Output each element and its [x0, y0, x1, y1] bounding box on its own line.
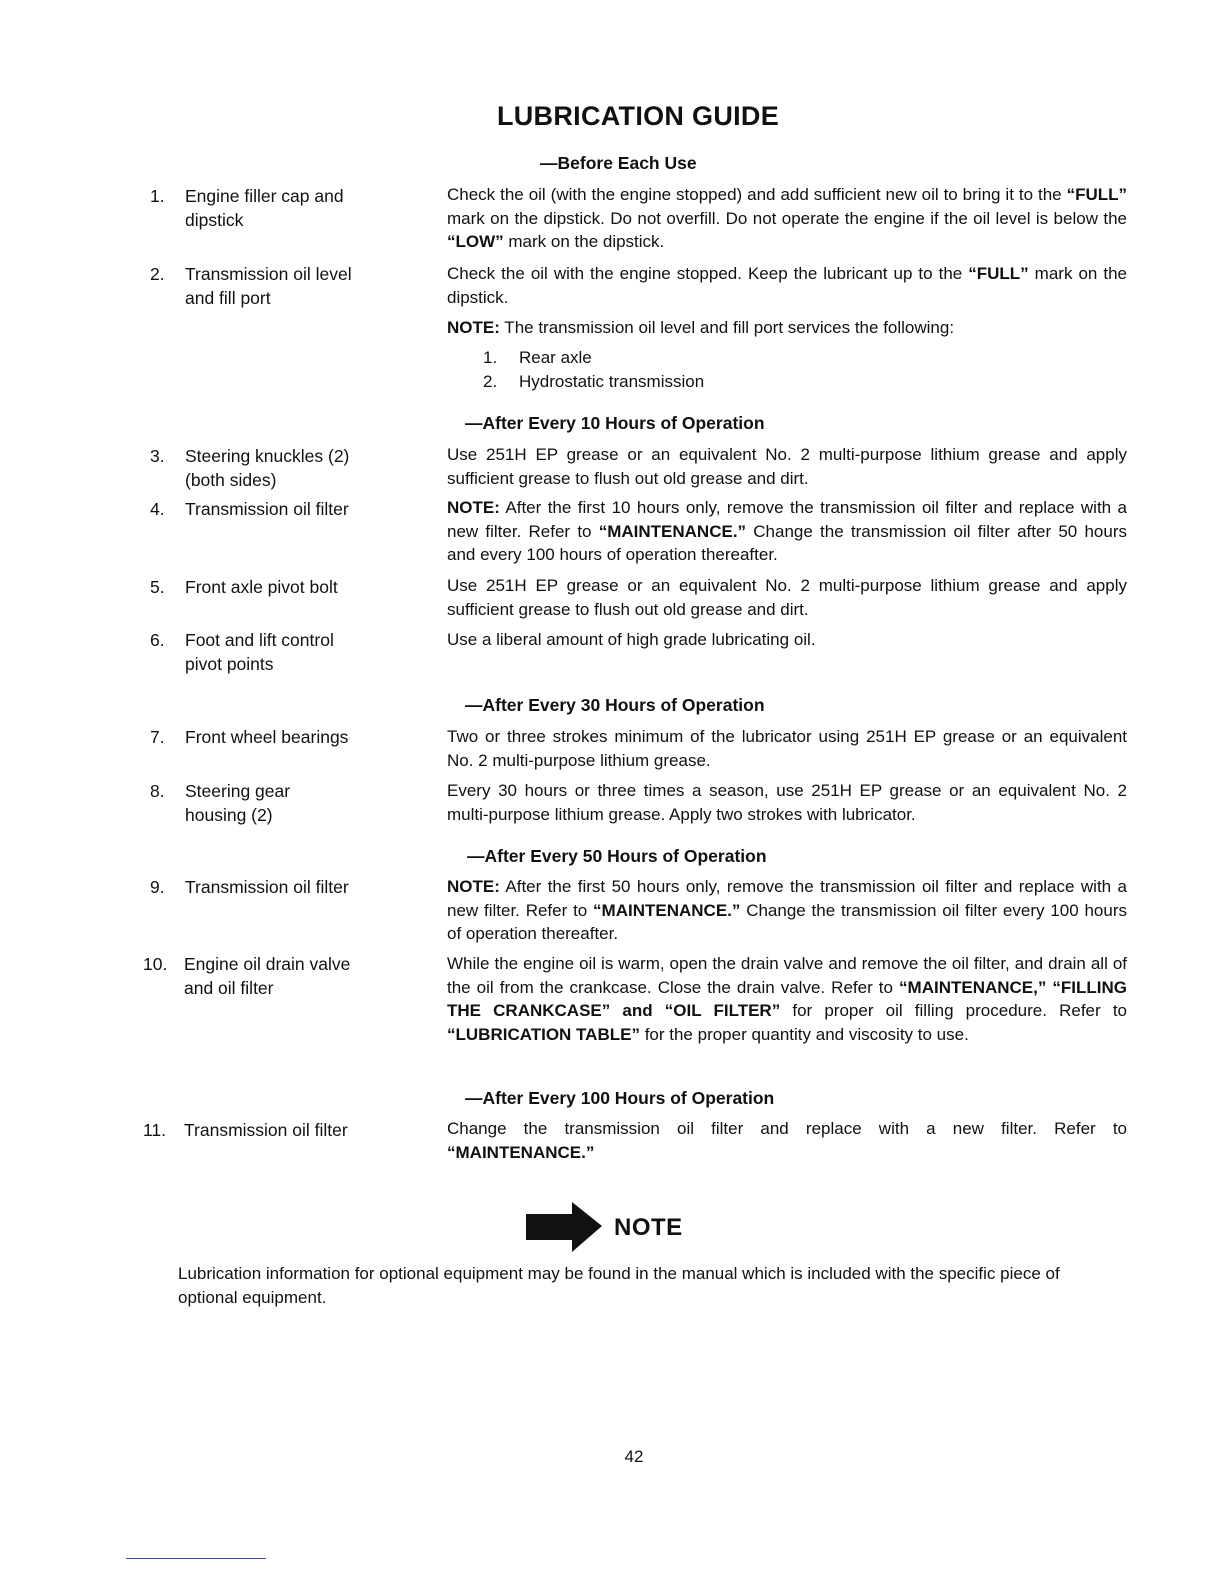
note-label: NOTE: [614, 1214, 683, 1241]
heading-after-30-hours: —After Every 30 Hours of Operation: [465, 695, 765, 715]
desc-front-axle-pivot: Use 251H EP grease or an equivalent No. 2 multi-purpose lithium grease and apply sufficient grease to flush out old grease and dirt.: [447, 576, 1127, 619]
desc-foot-lift-control: Use a liberal amount of high grade lubricating oil.: [447, 630, 816, 649]
lube-point-item: [150, 497, 390, 521]
item-label: Foot and lift control pivot points: [185, 630, 334, 674]
lube-point-item: [150, 779, 390, 827]
desc-steering-gear: Every 30 hours or three times a season, use 251H EP grease or an equivalent No. 2 multi-purpose lithium grease. Apply two strokes with lubricator.: [447, 781, 1127, 824]
item-label: Transmission oil level and fill port: [185, 264, 352, 308]
lube-point-item: [150, 184, 390, 232]
desc-transmission-oil-level: Check the oil with the engine stopped. Keep the lubricant up to the “FULL” mark on the dipstick.: [447, 264, 1127, 307]
lube-point-item: [143, 1118, 383, 1142]
lube-point-item: [150, 444, 390, 492]
heading-after-10-hours: —After Every 10 Hours of Operation: [465, 413, 765, 433]
item-label: Transmission oil filter: [184, 1120, 348, 1140]
note-transmission-services: NOTE: The transmission oil level and fill port services the following:: [447, 318, 955, 337]
item-number: 8.: [150, 781, 165, 801]
page-title: LUBRICATION GUIDE: [496, 101, 780, 131]
item-number: 10.: [143, 954, 168, 974]
item-label: Transmission oil filter: [185, 877, 349, 897]
item-number: 5.: [150, 577, 165, 597]
desc-front-wheel-bearings: Two or three strokes minimum of the lubricator using 251H EP grease or an equivalent No. 2 multi-purpose lithium grease.: [447, 727, 1127, 770]
page-number: 42: [624, 1447, 644, 1466]
lube-point-item: [150, 262, 390, 310]
desc-transmission-filter-100h: Change the transmission oil filter and replace with a new filter. Refer to “MAINTENANCE.”: [447, 1119, 1127, 1162]
heading-before-each-use: —Before Each Use: [540, 153, 697, 173]
item-number: 4.: [150, 499, 165, 519]
item-label: Front wheel bearings: [185, 727, 349, 747]
list-item: 1. Rear axle: [483, 348, 592, 367]
item-label: Engine oil drain valve and oil filter: [184, 954, 351, 998]
item-label: Engine filler cap and dipstick: [185, 186, 344, 230]
heading-after-100-hours: —After Every 100 Hours of Operation: [465, 1088, 775, 1108]
arrow-right-icon: [526, 1202, 606, 1254]
desc-engine-oil-drain: While the engine oil is warm, open the drain valve and remove the oil filter, and drain all of the oil from the crankcase. Close the drain valve. Refer to “MAINTENANCE,” “FILLING THE CRANKCASE” and “OIL FILTER” for proper oil filling procedure. Refer to “LUBRICATION TABLE” for the proper quantity and viscosity to use.: [447, 954, 1128, 1044]
item-number: 3.: [150, 446, 165, 466]
lube-point-item: [143, 952, 383, 1000]
services-sublist: [483, 346, 704, 393]
list-item: 2. Hydrostatic transmission: [483, 371, 705, 391]
lube-point-item: [150, 575, 390, 599]
item-number: 11.: [143, 1120, 167, 1140]
desc-steering-knuckles: Use 251H EP grease or an equivalent No. 2 multi-purpose lithium grease and apply sufficient grease to flush out old grease and dirt.: [447, 445, 1127, 488]
item-number: 7.: [150, 727, 165, 747]
item-number: 1.: [150, 186, 165, 206]
item-number: 2.: [150, 264, 165, 284]
desc-engine-filler: Check the oil (with the engine stopped) and add sufficient new oil to bring it to the “FULL” mark on the dipstick. Do not overfill. Do not operate the engine if the oil level is below the “LOW” mark on the dipstick.: [447, 185, 1127, 251]
item-label: Steering gear housing (2): [185, 781, 291, 825]
heading-after-50-hours: —After Every 50 Hours of Operation: [467, 846, 767, 866]
item-number: 9.: [150, 877, 165, 897]
note-callout: [526, 1202, 726, 1254]
divider: [126, 1558, 266, 1559]
item-number: 6.: [150, 630, 165, 650]
item-label: Transmission oil filter: [185, 499, 349, 519]
note-transmission-filter-10h: NOTE: After the first 10 hours only, remove the transmission oil filter and replace with a new filter. Refer to “MAINTENANCE.” Change the transmission oil filter after 50 hours and every 100 hours of operation thereafter.: [447, 498, 1127, 564]
item-label: Steering knuckles (2) (both sides): [185, 446, 350, 490]
lube-point-item: [150, 875, 390, 899]
optional-equipment-note: Lubrication information for optional equipment may be found in the manual which is included with the specific piece of optional equipment.: [178, 1264, 1060, 1307]
item-label: Front axle pivot bolt: [185, 577, 338, 597]
lube-point-item: [150, 628, 390, 676]
note-transmission-filter-50h: NOTE: After the first 50 hours only, remove the transmission oil filter and replace with a new filter. Refer to “MAINTENANCE.” Change the transmission oil filter every 100 hours of operation thereafter.: [447, 877, 1127, 943]
lube-point-item: [150, 725, 390, 749]
